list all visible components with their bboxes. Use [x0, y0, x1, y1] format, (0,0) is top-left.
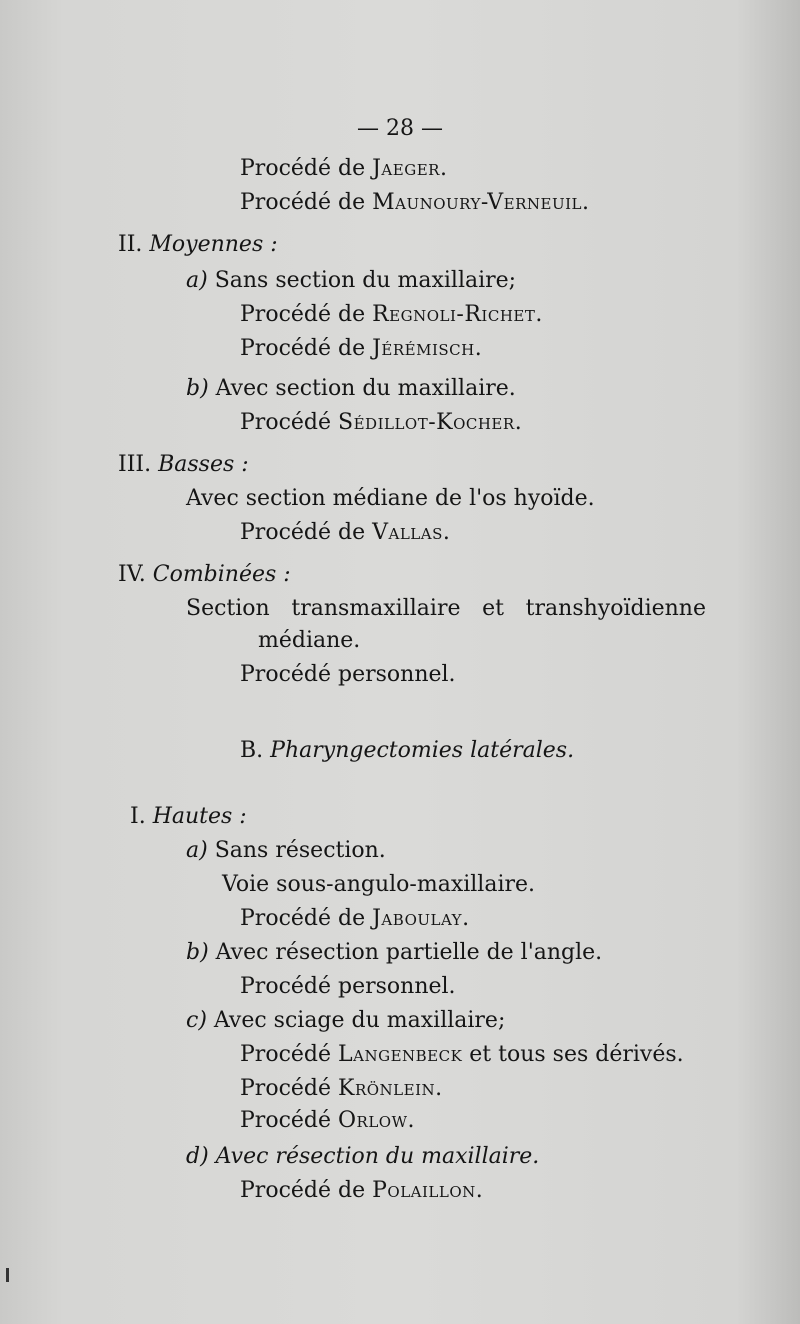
section-heading-basses: [118, 452, 249, 478]
surgeon-name: Maunoury-Verneuil: [372, 190, 582, 215]
line-prefix: Procédé de: [240, 1178, 373, 1203]
section-title: Combinées :: [152, 562, 291, 587]
section-number: IV.: [118, 562, 146, 587]
line-suffix: .: [442, 520, 450, 545]
page-number: — 28 —: [357, 116, 443, 141]
line-suffix: .: [407, 1108, 415, 1133]
procedure-line: [240, 156, 447, 182]
subsection-label: c): [186, 1008, 207, 1033]
subsection-d: [186, 1144, 539, 1170]
subsection-b: [186, 940, 602, 966]
line-suffix: .: [475, 1178, 483, 1203]
line-prefix: Procédé: [240, 410, 339, 435]
subsection-label: b): [186, 940, 209, 965]
surgeon-name: Jaboulay: [372, 906, 463, 931]
word: transhyoïdienne: [525, 596, 706, 621]
surgeon-name: Sédillot-Kocher: [338, 410, 515, 435]
line-suffix: .: [535, 302, 543, 327]
subsection-b: [186, 376, 516, 402]
surgeon-name: Vallas: [372, 520, 443, 545]
section-title: Moyennes :: [149, 232, 278, 257]
text-line: Avec section médiane de l'os hyoïde.: [186, 486, 595, 511]
margin-mark: [6, 1268, 9, 1282]
part-title: Pharyngectomies latérales.: [270, 738, 575, 763]
part-heading-b: [240, 738, 574, 764]
procedure-line: [240, 520, 450, 546]
subsection-a: [186, 268, 516, 294]
line-suffix: .: [462, 906, 470, 931]
surgeon-name: Langenbeck: [338, 1042, 463, 1067]
line-prefix: Procédé de: [240, 190, 373, 215]
part-letter: B.: [240, 738, 264, 763]
subsection-text: Avec résection partielle de l'angle.: [215, 940, 603, 965]
section-title: Basses :: [158, 452, 249, 477]
subsection-text: Sans résection.: [214, 838, 386, 863]
line-suffix: .: [514, 410, 522, 435]
line-prefix: Procédé: [240, 1042, 339, 1067]
surgeon-name: Jérémisch: [372, 336, 475, 361]
line-suffix: et tous ses dérivés.: [462, 1042, 684, 1067]
section-heading-moyennes: [118, 232, 278, 258]
procedure-line: [240, 336, 482, 362]
procedure-line: [240, 410, 522, 436]
subsection-text: Avec résection du maxillaire.: [215, 1144, 540, 1169]
line-prefix: Procédé de: [240, 336, 373, 361]
justified-text-line: [186, 596, 706, 622]
text-line: Procédé personnel.: [240, 974, 456, 999]
section-number: II.: [118, 232, 143, 257]
section-heading-hautes: [130, 804, 247, 830]
surgeon-name: Orlow: [338, 1108, 408, 1133]
subsection-label: d): [186, 1144, 209, 1169]
word: et: [482, 596, 505, 621]
section-title: Hautes :: [152, 804, 247, 829]
text-line: Procédé personnel.: [240, 662, 456, 687]
subsection-text: Avec sciage du maxillaire;: [213, 1008, 506, 1033]
surgeon-name: Krönlein: [338, 1076, 436, 1101]
line-suffix: .: [581, 190, 589, 215]
subsection-label: a): [186, 268, 208, 293]
procedure-line: [240, 1042, 684, 1068]
line-prefix: Procédé: [240, 1108, 339, 1133]
surgeon-name: Regnoli-Richet: [372, 302, 536, 327]
section-heading-combinees: [118, 562, 291, 588]
text-line: médiane.: [258, 628, 361, 653]
procedure-line: [240, 1076, 442, 1102]
subsection-label: b): [186, 376, 209, 401]
line-prefix: Procédé de: [240, 156, 373, 181]
procedure-line: [240, 302, 542, 328]
line-suffix: .: [435, 1076, 443, 1101]
word: Section: [186, 596, 270, 621]
subsection-text: Avec section du maxillaire.: [215, 376, 516, 401]
procedure-line: [240, 906, 469, 932]
section-number: III.: [118, 452, 152, 477]
procedure-line: [240, 190, 589, 216]
surgeon-name: Jaeger: [372, 156, 440, 181]
section-number: I.: [130, 804, 146, 829]
line-suffix: .: [439, 156, 447, 181]
line-prefix: Procédé: [240, 1076, 339, 1101]
procedure-line: [240, 1178, 483, 1204]
surgeon-name: Polaillon: [372, 1178, 476, 1203]
subsection-c: [186, 1008, 505, 1034]
line-prefix: Procédé de: [240, 906, 373, 931]
procedure-line: [240, 1108, 415, 1134]
word: transmaxillaire: [291, 596, 461, 621]
subsection-text: Sans section du maxillaire;: [214, 268, 517, 293]
subsection-a: [186, 838, 386, 864]
line-prefix: Procédé de: [240, 520, 373, 545]
line-suffix: .: [474, 336, 482, 361]
line-prefix: Procédé de: [240, 302, 373, 327]
subsection-label: a): [186, 838, 208, 863]
text-line: Voie sous-angulo-maxillaire.: [222, 872, 536, 897]
